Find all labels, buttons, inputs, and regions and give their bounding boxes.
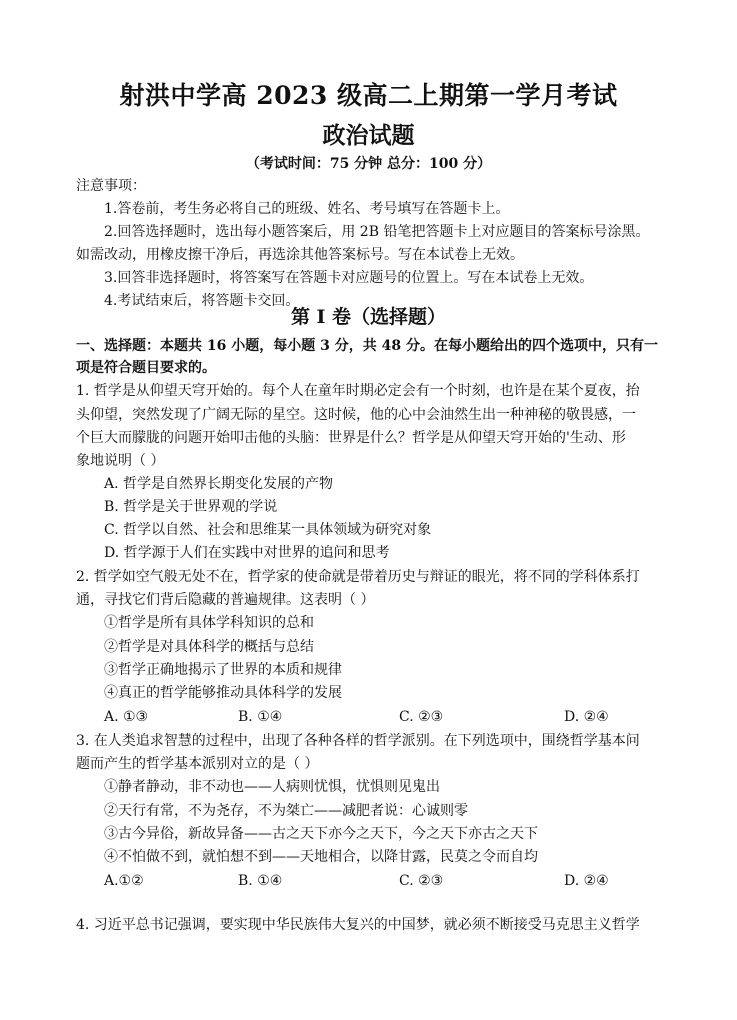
question-1-text: 个巨大而朦胧的问题开始叩击他的头脑：世界是什么？哲学是从仰望天穹开始的'生动、形 [76,430,626,446]
question-2-choice-c: C. ②③ [399,709,444,725]
question-3-choice-a: A.①② [104,873,144,889]
notice-item: 1.答卷前，考生务必将自己的班级、姓名、考号填写在答题卡上。 [104,201,510,217]
exam-title: 射洪中学高 2023 级高二上期第一学月考试 [119,81,618,110]
question-1-text: 1. 哲学是从仰望天穹开始的。每个人在童年时期必定会有一个时刻，也许是在某个夏夜，抬 [76,383,640,399]
question-2-statement: ④真正的哲学能够推动具体科学的发展 [104,685,342,701]
section-title: 第 I 卷（选择题） [290,306,447,328]
question-3-statement: ①静者静动，非不动也——人病则忧惧，忧惧则见鬼出 [104,779,440,795]
question-2-text: 通，寻找它们背后隐藏的普遍规律。这表明（ ） [76,592,375,608]
section-instruction: 一、选择题：本题共 16 小题，每小题 3 分，共 48 分。在每小题给出的四个选项中，只有一 [76,338,658,354]
question-1-option-b: B. 哲学是关于世界观的学说 [104,499,278,515]
notice-heading: 注意事项： [76,178,146,194]
question-3-choice-d: D. ②④ [564,873,609,889]
exam-meta: （考试时间：75 分钟 总分：100 分） [245,156,492,172]
question-1-text: 头仰望，突然发现了广阔无际的星空。这时候，他的心中会油然生出一种神秘的敬畏感，一 [76,407,636,423]
question-2-choice-b: B. ①④ [238,709,283,725]
notice-item: 4.考试结束后，将答题卡交回。 [104,293,300,309]
question-3-statement: ②天行有常，不为尧存，不为桀亡——减肥者说：心诚则零 [104,803,468,819]
section-instruction: 项是符合题目要求的。 [76,360,216,376]
notice-item: 2.回答选择题时，选出每小题答案后，用 2B 铅笔把答题卡上对应题目的答案标号涂黑。 [104,224,650,240]
question-1-option-a: A. 哲学是自然界长期变化发展的产物 [104,476,334,492]
question-3-statement: ④不怕做不到，就怕想不到——天地相合，以降甘露，民莫之令而自均 [104,849,538,865]
question-3-statement: ③古今异俗，新故异备——古之天下亦今之天下，今之天下亦古之天下 [104,826,538,842]
question-1-option-d: D. 哲学源于人们在实践中对世界的追问和思考 [104,545,390,561]
notice-item: 3.回答非选择题时，将答案写在答题卡对应题号的位置上。写在本试卷上无效。 [104,270,594,286]
question-3-text: 题而产生的哲学基本派别对立的是（ ） [76,756,319,772]
question-3-text: 3. 在人类追求智慧的过程中，出现了各种各样的哲学派别。在下列选项中，围绕哲学基本问 [76,733,640,749]
question-1-option-c: C. 哲学以自然、社会和思维某一具体领域为研究对象 [104,522,432,538]
question-2-statement: ①哲学是所有具体学科知识的总和 [104,615,314,631]
subject-title: 政治试题 [322,122,415,149]
question-2-statement: ③哲学正确地揭示了世界的本质和规律 [104,662,342,678]
question-3-choice-b: B. ①④ [238,873,283,889]
notice-item: 如需改动，用橡皮擦干净后，再选涂其他答案标号。写在本试卷上无效。 [76,247,524,263]
question-2-choice-a: A. ①③ [104,709,149,725]
question-2-text: 2. 哲学如空气般无处不在，哲学家的使命就是带着历史与辩证的眼光，将不同的学科体系打 [76,569,640,585]
question-2-choice-d: D. ②④ [564,709,609,725]
question-3-choice-c: C. ②③ [399,873,444,889]
question-2-statement: ②哲学是对具体科学的概括与总结 [104,639,314,655]
question-1-text: 象地说明（ ） [76,453,165,469]
question-4-text: 4. 习近平总书记强调，要实现中华民族伟大复兴的中国梦，就必须不断接受马克思主义哲学 [76,917,640,933]
